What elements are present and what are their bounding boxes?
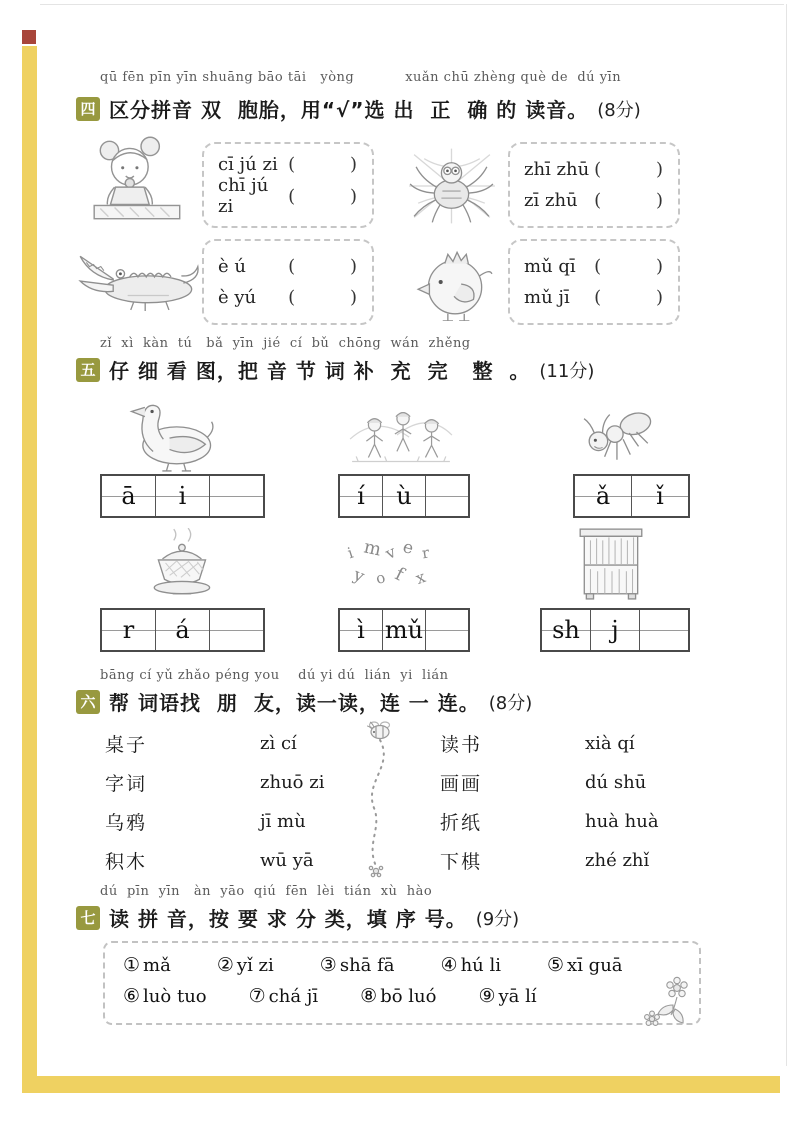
classification-items-box: [103, 941, 701, 1025]
grid-cell[interactable]: [640, 610, 688, 650]
answer-blank[interactable]: ( ): [288, 256, 358, 277]
match-pinyin[interactable]: zì cí: [260, 733, 297, 754]
bee-trail-illustration: [352, 720, 408, 878]
grid-cell[interactable]: [210, 476, 263, 516]
letter-glyph: x: [413, 567, 429, 588]
pinyin-grid-children: [338, 474, 470, 518]
section4-pinyin-guide: qū fēn pīn yīn shuāng bāo tāi yòng xuǎn chū zhèng què de dú yīn: [100, 70, 622, 85]
pinyin-option: [524, 159, 664, 180]
item-pinyin: yǐ zi: [236, 955, 274, 976]
items-row-1: [123, 954, 699, 976]
match-word[interactable]: 桌子: [105, 734, 148, 756]
grid-cell[interactable]: á: [156, 610, 210, 650]
grid-cell[interactable]: i: [156, 476, 210, 516]
grid-cell[interactable]: ā: [102, 476, 156, 516]
section6-title: 帮 词语找 朋 友，读一读，连 一 连。: [109, 691, 480, 715]
choice-box-spider: [508, 142, 680, 228]
option-text: è ú: [218, 256, 246, 277]
left-accent-strip: [22, 46, 37, 1078]
grid-cell[interactable]: [426, 476, 468, 516]
page-edge-line-top: [40, 4, 784, 5]
section7-number-badge: 七: [76, 906, 100, 930]
choice-box-hen: [508, 239, 680, 325]
pinyin-option: [218, 256, 358, 277]
match-pinyin[interactable]: xià qí: [585, 733, 635, 754]
item-number: ⑤: [547, 954, 565, 976]
grid-cell[interactable]: ì: [340, 610, 383, 650]
bookcase-illustration: [576, 524, 648, 602]
option-text: cī jú zi: [218, 154, 278, 175]
grid-cell[interactable]: r: [102, 610, 156, 650]
answer-blank[interactable]: ( ): [594, 159, 664, 180]
numbered-item: [478, 985, 536, 1007]
pinyin-grid-letters: [338, 608, 470, 652]
item-pinyin: xī guā: [567, 955, 623, 976]
item-number: ⑧: [360, 985, 378, 1007]
match-pinyin[interactable]: dú shū: [585, 772, 647, 793]
item-pinyin: yā lí: [498, 986, 537, 1007]
match-pinyin[interactable]: jī mù: [260, 811, 306, 832]
option-text: chī jú zi: [218, 175, 269, 217]
item-pinyin: luò tuo: [143, 986, 207, 1007]
match-word[interactable]: 乌鸦: [105, 812, 148, 834]
crocodile-illustration: [76, 248, 202, 312]
corner-registration-mark: [22, 30, 36, 44]
choice-box-orange: [202, 142, 374, 228]
letter-glyph: r: [420, 543, 431, 563]
option-text: zī zhū: [524, 190, 578, 211]
tea-bowl-illustration: [143, 528, 225, 600]
item-pinyin: hú li: [460, 955, 501, 976]
section4-score: (8分): [597, 99, 641, 121]
match-word[interactable]: 折纸: [440, 812, 483, 834]
numbered-item: [123, 954, 171, 976]
pinyin-option: [218, 175, 358, 217]
pinyin-grid-tea: [100, 608, 265, 652]
item-pinyin: shā fā: [339, 955, 395, 976]
option-text: è yú: [218, 287, 257, 308]
match-pinyin[interactable]: huà huà: [585, 811, 659, 832]
pinyin-option: [524, 190, 664, 211]
pinyin-option: [218, 154, 358, 175]
item-number: ⑨: [478, 985, 496, 1007]
match-word[interactable]: 积木: [105, 851, 148, 873]
items-row-2: [123, 985, 699, 1007]
match-word[interactable]: 读书: [440, 734, 483, 756]
section5-pinyin-guide: zǐ xì kàn tú bǎ yīn jié cí bǔ chōng wán zhěng: [100, 336, 471, 351]
section6-number-badge: 六: [76, 690, 100, 714]
item-number: ⑥: [123, 985, 141, 1007]
match-word[interactable]: 画画: [440, 773, 483, 795]
girl-eating-illustration: [84, 134, 196, 224]
bottom-accent-strip: [22, 1076, 780, 1093]
section7-pinyin-guide: dú pīn yīn àn yāo qiú fēn lèi tián xù hào: [100, 884, 433, 899]
pinyin-grid-bookcase: [540, 608, 690, 652]
section5-title: 仔 细 看 图，把 音 节 词 补 充 完 整 。: [109, 359, 531, 383]
section7-score: (9分): [475, 908, 520, 930]
option-text: zhī zhū: [524, 159, 590, 180]
grid-cell[interactable]: í: [340, 476, 383, 516]
section4-title: 区分拼音 双 胞胎，用“√”选 出 正 确 的 读音。: [109, 98, 589, 122]
answer-blank[interactable]: ( ): [594, 256, 664, 277]
option-text: mǔ qī: [524, 256, 576, 277]
match-word[interactable]: 字词: [105, 773, 148, 795]
letter-glyph: m: [362, 536, 384, 561]
grid-cell[interactable]: j: [591, 610, 640, 650]
numbered-item: [249, 985, 319, 1007]
letter-glyph: i: [345, 543, 356, 563]
grid-cell[interactable]: ǎ: [575, 476, 632, 516]
match-word[interactable]: 下棋: [440, 851, 483, 873]
numbered-item: [547, 954, 623, 976]
section6-pinyin-guide: bāng cí yǔ zhǎo péng you dú yi dú lián yi lián: [100, 668, 449, 683]
letter-glyph: o: [373, 568, 388, 588]
option-text: mǔ jī: [524, 287, 570, 308]
grid-cell[interactable]: ǐ: [656, 482, 664, 510]
flower-illustration: [637, 975, 695, 1029]
item-pinyin: mǎ: [143, 955, 171, 976]
grid-cell[interactable]: [210, 610, 263, 650]
numbered-item: [320, 954, 395, 976]
pinyin-option: [218, 287, 358, 308]
goose-illustration: [120, 392, 218, 472]
children-playing-illustration: [346, 396, 456, 470]
ant-illustration: [582, 397, 656, 465]
section7-title: 读 拼 音，按 要 求 分 类，填 序 号。: [109, 907, 467, 931]
item-number: ⑦: [248, 985, 266, 1007]
answer-blank[interactable]: ( ): [288, 154, 358, 175]
section4-heading: [76, 94, 641, 123]
match-pinyin[interactable]: zhuō zi: [260, 772, 325, 793]
section7-heading: [76, 903, 519, 932]
answer-blank[interactable]: ( ): [594, 190, 664, 211]
scattered-letters-illustration: [346, 538, 442, 596]
choice-box-crocodile: [202, 239, 374, 325]
letter-glyph: v: [382, 541, 399, 564]
letter-glyph: e: [400, 537, 416, 559]
chick-illustration: [412, 241, 496, 321]
answer-blank[interactable]: ( ): [288, 185, 358, 207]
section6-score: (8分): [488, 692, 533, 714]
letter-glyph: y: [350, 564, 368, 588]
pinyin-option: [524, 256, 664, 277]
item-number: ①: [123, 954, 141, 976]
numbered-item: [217, 954, 274, 976]
item-number: ②: [216, 954, 234, 976]
grid-cell[interactable]: [426, 610, 468, 650]
item-number: ④: [440, 954, 458, 976]
page-edge-line-right: [786, 4, 787, 1066]
grid-cell[interactable]: ù: [383, 476, 426, 516]
item-number: ③: [319, 954, 337, 976]
grid-cell[interactable]: sh: [542, 610, 591, 650]
match-pinyin[interactable]: wū yā: [260, 850, 314, 871]
section6-heading: [76, 687, 532, 716]
item-pinyin: bō luó: [380, 986, 437, 1007]
spider-illustration: [404, 146, 500, 226]
pinyin-grid-goose: [100, 474, 265, 518]
numbered-item: [123, 985, 207, 1007]
section5-number-badge: 五: [76, 358, 100, 382]
letter-glyph: f: [391, 563, 407, 586]
section5-heading: [76, 355, 594, 384]
numbered-item: [441, 954, 501, 976]
section4-number-badge: 四: [76, 97, 100, 121]
section5-score: (11分): [539, 360, 595, 382]
answer-blank[interactable]: ( ): [288, 287, 358, 308]
grid-cell[interactable]: mǔ: [383, 610, 426, 650]
answer-blank[interactable]: ( ): [594, 287, 664, 308]
item-pinyin: chá jī: [268, 986, 319, 1007]
pinyin-grid-ant: [573, 474, 690, 518]
match-pinyin[interactable]: zhé zhǐ: [585, 850, 650, 871]
numbered-item: [360, 985, 436, 1007]
pinyin-option: [524, 287, 664, 308]
